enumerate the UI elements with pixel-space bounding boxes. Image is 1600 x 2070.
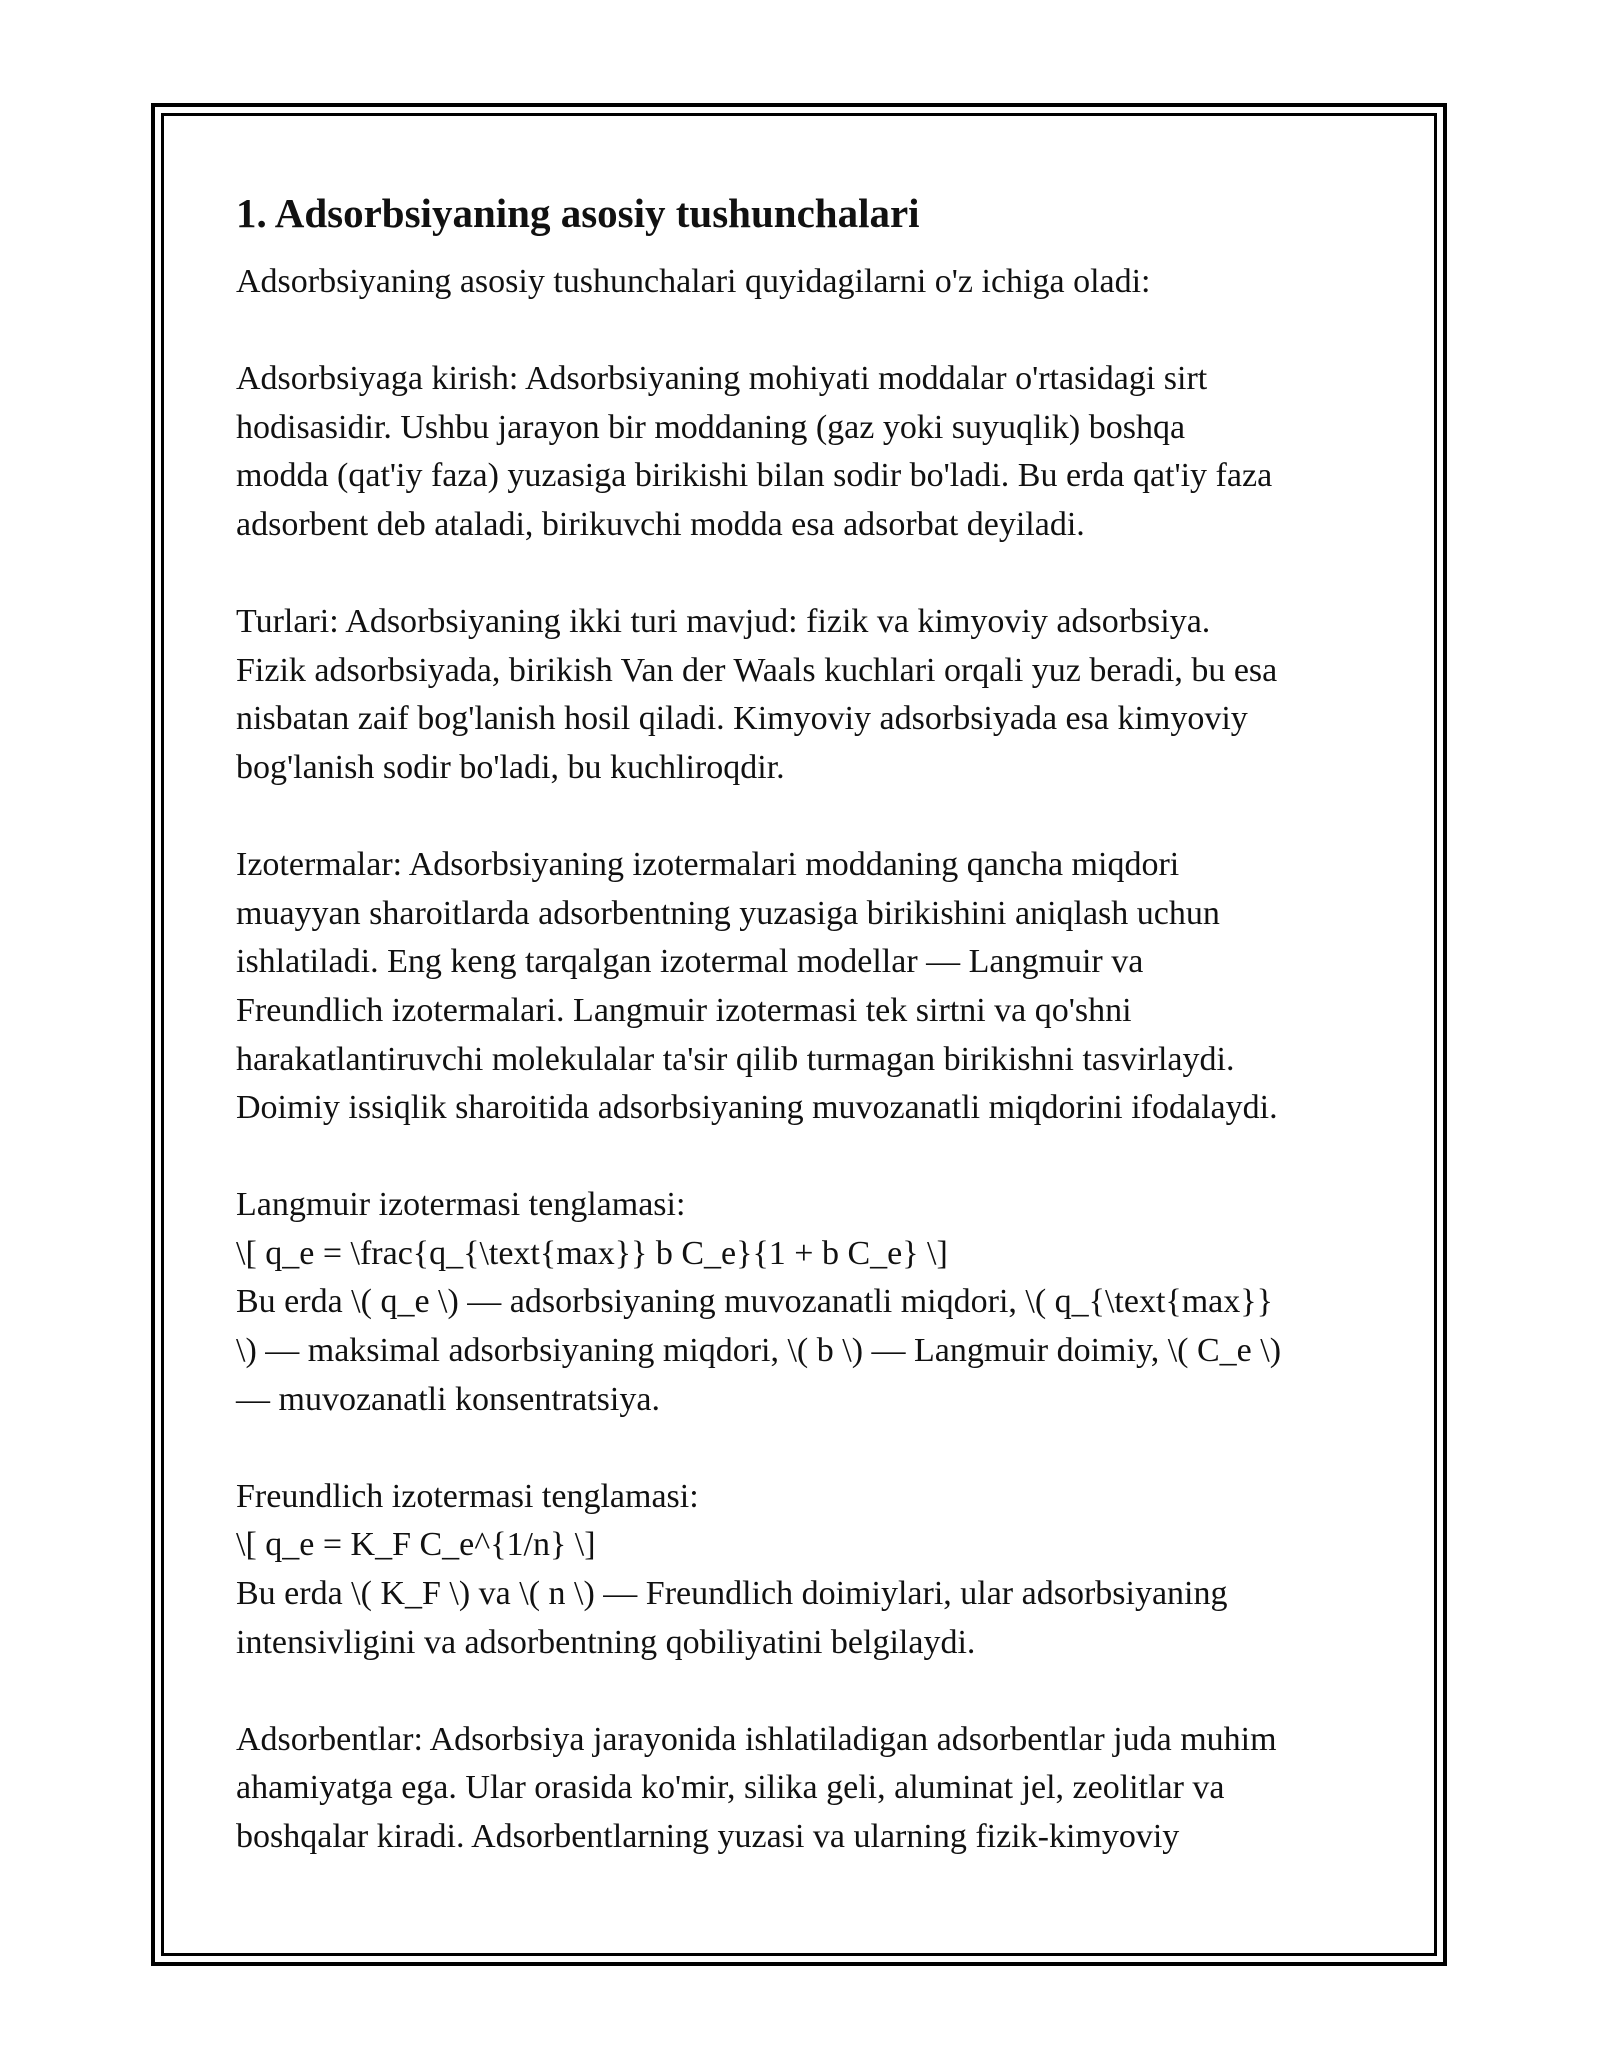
paragraph-isotherms: Izotermalar: Adsorbsiyaning izotermalari moddaning qancha miqdori muayyan sharoitlarda adsorbentning yuzasiga birikishini aniqlash uchun ishlatiladi. Eng keng tarqalgan izotermal modellar — Langmuir va Freundlich izotermalari. Langmuir izotermasi tek sirtni va qo'shni harakatlantiruvchi molekulalar ta'sir qilib turmagan birikishni tasvirlaydi. Doimiy issiqlik sharoitida adsorbsiyaning muvozanatli miqdorini ifodalaydi. [236,846,1278,1127]
paragraph-intro: Adsorbsiyaning asosiy tushunchalari quyidagilarni o'z ichiga oladi: [236,263,1151,300]
paragraph-adsorbents: Adsorbentlar: Adsorbsiya jarayonida ishlatiladigan adsorbentlar juda muhim ahamiyatga ega. Ular orasida ko'mir, silika geli, aluminat jel, zeolitlar va boshqalar kiradi. Adsorbentlarning yuzasi va ularning fizik-kimyoviy [236,1720,1277,1855]
paragraph-introduction: Adsorbsiyaga kirish: Adsorbsiyaning mohiyati moddalar o'rtasidagi sirt hodisasidir. Ushbu jarayon bir moddaning (gaz yoki suyuqlik) boshqa modda (qat'iy faza) yuzasiga birikishi bilan sodir bo'ladi. Bu erda qat'iy faza adsorbent deb ataladi, birikuvchi modda esa adsorbat deyiladi. [236,360,1273,543]
document-body [236,188,1376,1862]
section-heading: 1. Adsorbsiyaning asosiy tushunchalari [236,190,920,236]
paragraph-freundlich-equation: Freundlich izotermasi tenglamasi: \[ q_e = K_F C_e^{1/n} \] Bu erda \( K_F \) va \( n \) — Freundlich doimiylari, ular adsorbsiyaning intensivligini va adsorbentning qobiliyatini belgilaydi. [236,1477,1228,1661]
paragraph-types: Turlari: Adsorbsiyaning ikki turi mavjud: fizik va kimyoviy adsorbsiya. Fizik adsorbsiyada, birikish Van der Waals kuchlari orqali yuz beradi, bu esa nisbatan zaif bog'lanish hosil qiladi. Kimyoviy adsorbsiyada esa kimyoviy bog'lanish sodir bo'ladi, bu kuchliroqdir. [236,603,1278,786]
paragraph-langmuir-equation: Langmuir izotermasi tenglamasi: \[ q_e = \frac{q_{\text{max}} b C_e}{1 + b C_e} \] Bu erda \( q_e \) — adsorbsiyaning muvozanatli miqdori, \( q_{\text{max}} \) — maksimal adsorbsiyaning miqdori, \( b \) — Langmuir doimiy, \( C_e \) — muvozanatli konsentratsiya. [236,1186,1282,1418]
